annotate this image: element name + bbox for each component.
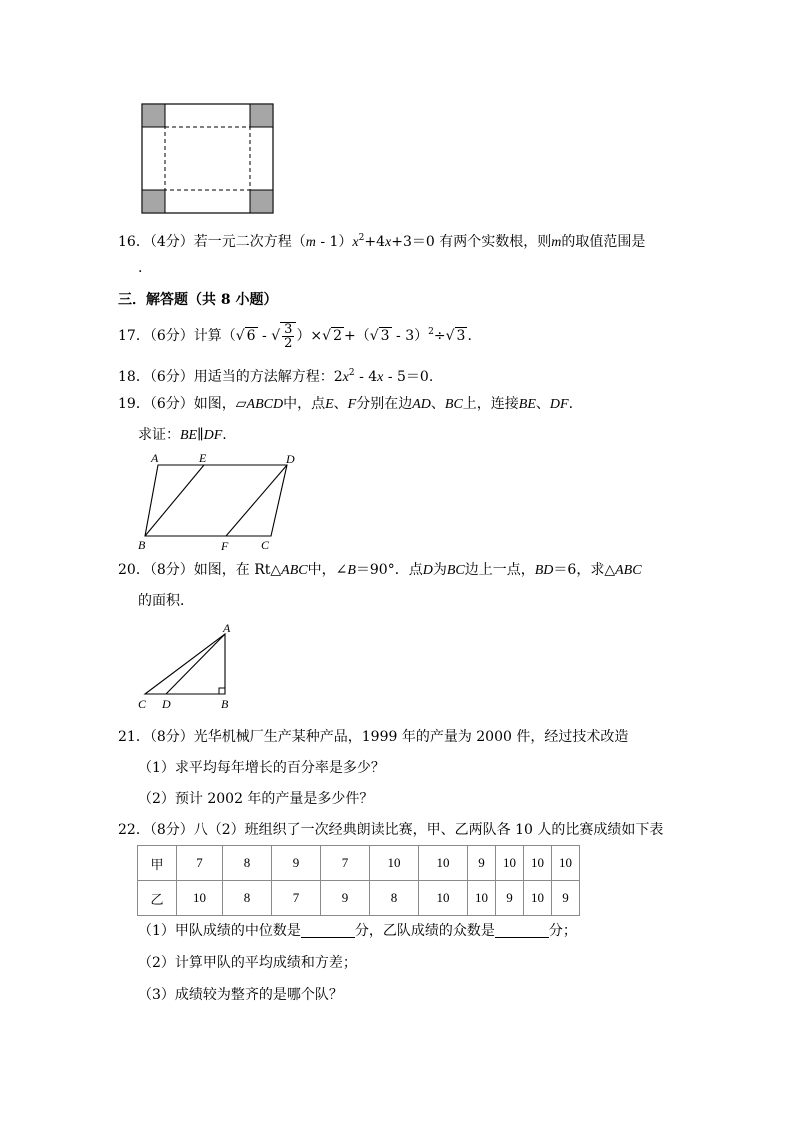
table-row-yi	[138, 881, 580, 916]
segment-df	[226, 465, 287, 536]
parallelogram-abcd	[145, 465, 287, 536]
right-triangle-figure	[135, 621, 240, 713]
label-b: B	[138, 538, 146, 552]
score-cell: 10	[177, 881, 223, 916]
label-c: C	[261, 538, 270, 552]
label-f: F	[221, 539, 229, 553]
corner-square-tl	[142, 104, 165, 127]
score-cell: 10	[468, 881, 496, 916]
q22-sub-2: （2）计算甲队的平均成绩和方差；	[138, 955, 357, 971]
label-d: D	[162, 697, 171, 711]
table-row-jia	[138, 846, 580, 881]
score-cell: 7	[177, 846, 223, 881]
score-cell: 10	[419, 846, 468, 881]
question-17: 17．（6分）计算（√ 6 - √ $\frac{3}{2}$ ）×√ 2 +（√ 3 - 3）$^2$÷√ 3 .	[118, 322, 472, 351]
q21-sub-2: （2）预计 2002 年的产量是多少件？	[138, 791, 374, 807]
score-cell: 9	[496, 881, 524, 916]
score-cell: 10	[552, 846, 580, 881]
score-table	[137, 845, 580, 916]
segment-ad	[166, 634, 225, 694]
question-18: 18．（6分）用适当的方法解方程：$2x^2 - 4x - 5=0$.	[118, 368, 434, 385]
team-cell: 乙	[138, 881, 177, 916]
question-20: 20．（8分）如图，在 Rt△ABC中，∠B＝90°．点D为BC边上一点，BD＝6，求△ABC	[118, 562, 642, 578]
right-angle-mark	[219, 688, 225, 694]
score-cell: 8	[223, 881, 272, 916]
score-cell: 10	[524, 846, 552, 881]
q19-prove: 求证：BE∥DF.	[138, 427, 227, 443]
score-cell: 8	[370, 881, 419, 916]
score-cell: 9	[272, 846, 321, 881]
label-b: B	[221, 697, 229, 711]
score-cell: 10	[419, 881, 468, 916]
label-a: A	[151, 451, 159, 465]
label-a: A	[223, 621, 231, 635]
segment-be	[145, 465, 204, 536]
score-cell: 8	[223, 846, 272, 881]
score-cell: 9	[552, 881, 580, 916]
answer-blank-median[interactable]	[301, 923, 355, 938]
corner-square-bl	[142, 190, 165, 213]
q16-number: 16．	[118, 234, 150, 250]
q16-answer-end: .	[138, 260, 143, 276]
question-21: 21．（8分）光华机械厂生产某种产品，1999 年的产量为 2000 件，经过技术改造	[118, 729, 629, 745]
parallelogram-figure	[135, 449, 305, 555]
score-cell: 9	[468, 846, 496, 881]
team-cell: 甲	[138, 846, 177, 881]
score-cell: 7	[272, 881, 321, 916]
triangle-abc	[145, 634, 225, 694]
q17-radicand-6: 6	[246, 328, 256, 344]
section-3-heading: 三．解答题（共 8 小题）	[118, 292, 278, 308]
score-cell: 9	[321, 881, 370, 916]
question-16: 16．（4分）若一元二次方程$(m - 1)x^2+4x+3=0$ 有两个实数根，则m的取值范围是	[118, 233, 646, 250]
label-e: E	[199, 451, 207, 465]
question-22: 22．（8分）八（2）班组织了一次经典朗读比赛，甲、乙两队各 10 人的比赛成绩如下表	[118, 822, 664, 838]
corner-square-tr	[250, 104, 273, 127]
q17-fraction: $\frac{3}{2}$	[280, 322, 296, 350]
box-net-figure	[141, 103, 275, 215]
score-cell: 10	[496, 846, 524, 881]
question-19: 19．（6分）如图，▱ABCD中，点E、F分别在边AD、BC上，连接BE、DF.	[118, 396, 574, 412]
corner-square-br	[250, 190, 273, 213]
q21-sub-1: （1）求平均每年增长的百分率是多少？	[138, 760, 385, 776]
score-cell: 7	[321, 846, 370, 881]
q20-line-2: 的面积．	[138, 593, 194, 609]
label-c: C	[138, 697, 147, 711]
score-cell: 10	[524, 881, 552, 916]
score-cell: 10	[370, 846, 419, 881]
label-d: D	[286, 452, 295, 466]
answer-blank-mode[interactable]	[495, 923, 549, 938]
q22-sub-3: （3）成绩较为整齐的是哪个队？	[138, 987, 343, 1003]
q16-score: （4分）	[149, 234, 194, 250]
q22-sub-1: （1）甲队成绩的中位数是 分，乙队成绩的众数是 分；	[138, 923, 577, 939]
